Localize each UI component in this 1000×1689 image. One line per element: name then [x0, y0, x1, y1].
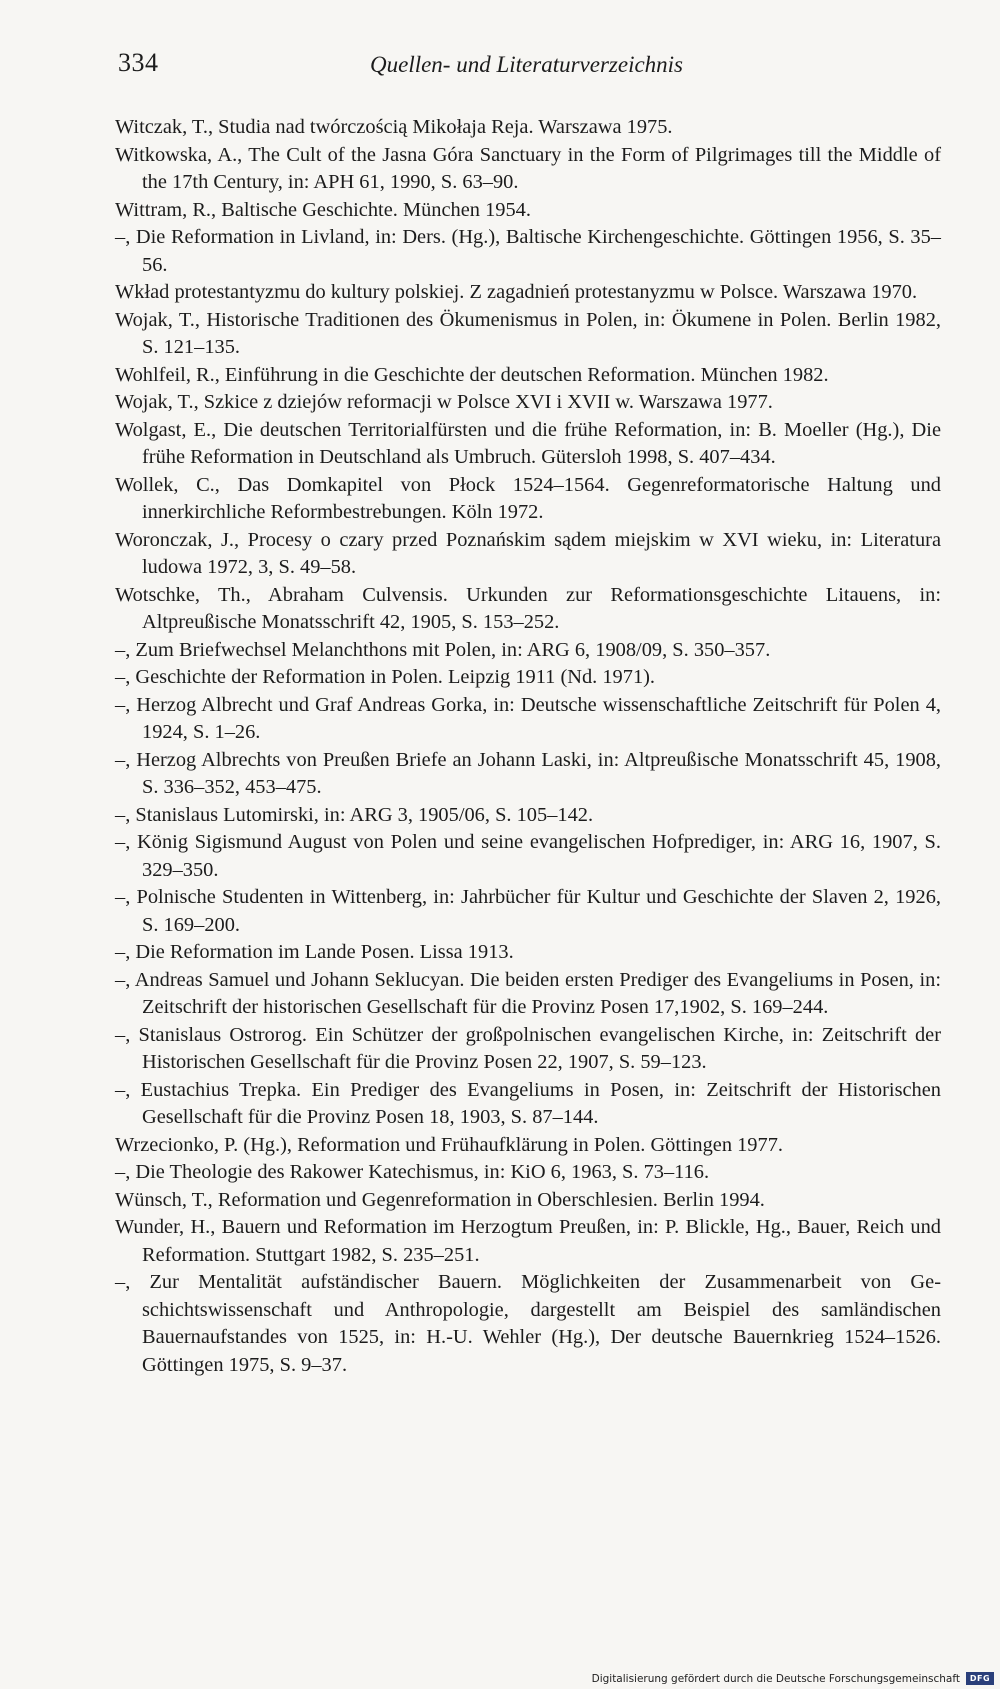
bibliography-entry: Wunder, H., Bauern und Reformation im Herzogtum Preußen, in: P. Blickle, Hg., Bauer, Reich und Reformation. Stuttgart 1982, S. 235–251. — [115, 1216, 941, 1266]
bibliography-entry: –, Die Reformation im Lande Posen. Lissa 1913. — [115, 941, 514, 963]
bibliography-entry: Witkowska, A., The Cult of the Jasna Góra Sanctuary in the Form of Pilgrimages till the Middle of the 17th Century, in: APH 61, 1990, S. 63–90. — [115, 143, 941, 193]
bibliography-entry: Wkład protestantyzmu do kultury polskiej. Z zagadnień protestanyzmu w Polsce. Warszawa 1970. — [115, 281, 918, 303]
digitization-credit — [592, 1672, 994, 1685]
bibliography-entry: –, Zur Mentalität aufständischer Bauern. Möglichkeiten der Zusammenarbeit von Geschichtswissenschaft und Anthropologie, dargestellt am Beispiel des samländischen Bauernaufstandes von 1525, in: H.-U. Wehler (Hg.), Der deutsche Bauernkrieg 1524–1526. Göttingen 1975, S. 9–37. — [115, 1271, 941, 1376]
bibliography-list — [115, 114, 941, 1379]
bibliography-entry: Wojak, T., Historische Traditionen des Ökumenismus in Polen, in: Ökumene in Polen. Berlin 1982, S. 121–135. — [115, 308, 941, 358]
bibliography-entry: Wollek, C., Das Domkapitel von Płock 1524–1564. Gegenreformatorische Haltung und innerkirchliche Reformbestrebungen. Köln 1972. — [115, 473, 941, 523]
bibliography-entry: Wohlfeil, R., Einführung in die Geschichte der deutschen Reformation. München 1982. — [115, 363, 829, 386]
bibliography-entry: –, Geschichte der Reformation in Polen. Leipzig 1911 (Nd. 1971). — [115, 666, 656, 688]
bibliography-entry: –, König Sigismund August von Polen und seine evangelischen Hofprediger, in: ARG 16, 1907, S. 329–350. — [115, 831, 941, 881]
bibliography-entry: Wittram, R., Baltische Geschichte. München 1954. — [115, 198, 531, 221]
credit-text: Digitalisierung gefördert durch die Deutsche Forschungsgemeinschaft — [591, 1672, 960, 1685]
dfg-logo: DFG — [966, 1672, 994, 1685]
bibliography-entry: –, Zum Briefwechsel Melanchthons mit Polen, in: ARG 6, 1908/09, S. 350–357. — [115, 638, 771, 661]
bibliography-entry: Wojak, T., Szkice z dziejów reformacji w Polsce XVI i XVII w. Warszawa 1977. — [115, 391, 773, 413]
bibliography-entry: Witczak, T., Studia nad twórczością Mikołaja Reja. Warszawa 1975. — [115, 116, 673, 138]
bibliography-entry: –, Eustachius Trepka. Ein Prediger des Evangeliums in Posen, in: Zeitschrift der Historischen Gesellschaft für die Provinz Posen 18, 1903, S. 87–144. — [115, 1078, 941, 1128]
bibliography-entry: Wrzecionko, P. (Hg.), Reformation und Frühaufklärung in Polen. Göttingen 1977. — [115, 1133, 783, 1156]
bibliography-entry: –, Die Reformation in Livland, in: Ders. (Hg.), Baltische Kirchengeschichte. Göttingen 1956, S. 35–56. — [115, 226, 941, 276]
running-title: Quellen- und Literaturverzeichnis — [370, 52, 684, 77]
page-number: 334 — [118, 48, 159, 77]
bibliography-entry: Wotschke, Th., Abraham Culvensis. Urkunden zur Reformationsgeschichte Litauens, in: Altpreußische Monatsschrift 42, 1905, S. 153–252. — [115, 583, 941, 633]
running-head — [118, 48, 938, 88]
bibliography-entry: Wolgast, E., Die deutschen Territorialfürsten und die frühe Reformation, in: B. Moeller (Hg.), Die frühe Reformation in Deutschland als Umbruch. Gütersloh 1998, S. 407–434. — [115, 418, 941, 468]
bibliography-entry: –, Die Theologie des Rakower Katechismus, in: KiO 6, 1963, S. 73–116. — [115, 1161, 710, 1183]
bibliography-entry: Wünsch, T., Reformation und Gegenreformation in Oberschlesien. Berlin 1994. — [115, 1188, 765, 1211]
bibliography-entry: –, Stanislaus Lutomirski, in: ARG 3, 1905/06, S. 105–142. — [115, 803, 594, 826]
bibliography-entry: Woronczak, J., Procesy o czary przed Poznańskim sądem miejskim w XVI wieku, in: Literatura ludowa 1972, 3, S. 49–58. — [115, 528, 941, 578]
bibliography-entry: –, Polnische Studenten in Wittenberg, in: Jahrbücher für Kultur und Geschichte der Slaven 2, 1926, S. 169–200. — [115, 886, 941, 936]
bibliography-entry: –, Andreas Samuel und Johann Seklucyan. Die beiden ersten Prediger des Evangeliums in Posen, in: Zeitschrift der historischen Gesellschaft für die Provinz Posen 17,1902, S. 169–244. — [115, 968, 941, 1018]
bibliography-entry: –, Herzog Albrecht und Graf Andreas Gorka, in: Deutsche wissenschaftliche Zeitschrift für Polen 4, 1924, S. 1–26. — [115, 693, 941, 743]
bibliography-entry: –, Stanislaus Ostrorog. Ein Schützer der großpolnischen evangelischen Kirche, in: Zeitschrift der Historischen Gesellschaft für die Provinz Posen 22, 1907, S. 59–123. — [115, 1023, 941, 1073]
bibliography-entry: –, Herzog Albrechts von Preußen Briefe an Johann Laski, in: Altpreußische Monatsschrift 45, 1908, S. 336–352, 453–475. — [115, 748, 941, 798]
